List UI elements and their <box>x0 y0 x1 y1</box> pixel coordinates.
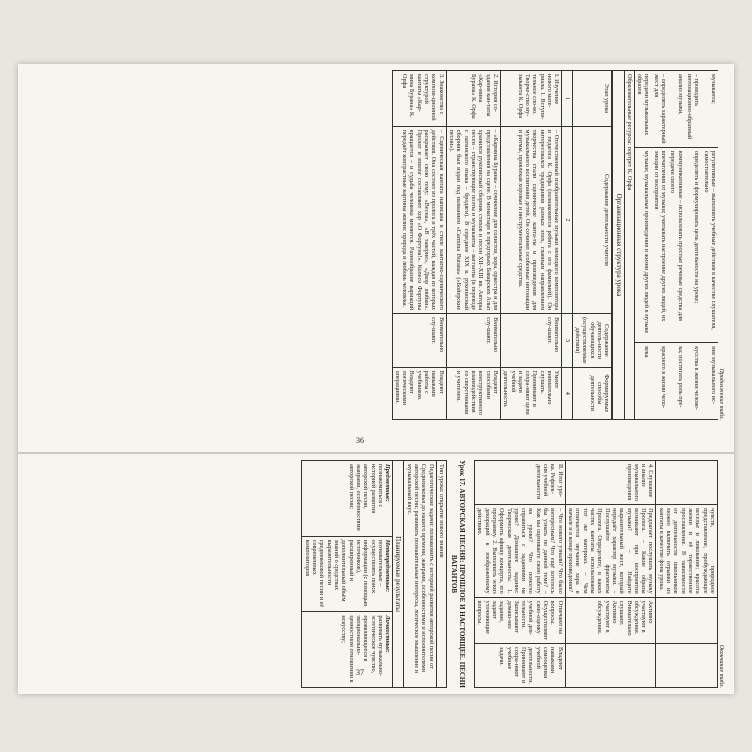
skills-cell <box>656 644 718 688</box>
book-spread <box>18 64 734 694</box>
teacher-cell: – «Кармина Бурана» – сочинение для солистов, хора, оркестра и для представления на сцене. В монастыре в предгорьях Баварских Альп хранился рукописный сборник стихов и песен XII–XIII вв. Авторы песен – странствующие поэты и музыканты – вагганты (в переводе с латинского языка – бродяги). В середине XIX в. рукописный сборник был издан под названием «Carmina Burana» («Бойерские песни»). <box>446 126 500 313</box>
header-teacher: Содержание деятельности учителя <box>572 126 612 313</box>
table-row <box>656 461 718 688</box>
page-number-bottom: 37 <box>356 668 364 677</box>
objective-middle-cell: музыки; музыкальные произведения и жизни других людей в музыке <box>635 147 652 342</box>
stage-cell: 2. История со-здания кан-таты «Кар-мина Бурана» К. Орфа <box>446 71 500 127</box>
table-row <box>446 71 500 420</box>
result-cell <box>302 536 393 612</box>
student-cell: Внимательно слу-шают. <box>446 314 500 368</box>
skills-cell: Умеют внимательно слушать. Принимают и сохра-няют цели и задачи учебной деятельности. <box>500 367 562 419</box>
teacher-cell: – Отечественный изобразительные музыки немецкого композитора и педагога К. Орфа (познакомятся ребята с его фамилией). Он интересовался традициями разных эпох, главным направлением творчества стали сценические канта-ты и произведения для музыкального воспитания детей. Он сочинял особенные интонации и ритмы, привлекая хоровые и инструментальные средства. <box>500 126 562 313</box>
table-row <box>652 71 669 420</box>
header-num: 3 <box>562 314 572 368</box>
result-title: Метапредметные: <box>384 539 392 593</box>
objective-left-cell: – проводить интонационно-образный <box>685 71 702 148</box>
resources-line: Образовательные ресурсы: портрет К. Орфа <box>624 71 634 420</box>
structure-title: Организационная структура урока <box>613 71 624 420</box>
teacher-cell: – Что нового узнали? Что было интересным? Что ещё хотелось бы узнать по данной теме? – Как вы оцениваете свою работу на уроке? Что помогло справиться с заданиями на уроке? Домашнее задание: Творческая деятельность: 1. Оформить афишу концерта, его программу. 2. Выполнить эскиз декораций к изображенному действию. <box>475 505 566 598</box>
table-row <box>475 461 566 688</box>
table-row <box>701 71 718 420</box>
stage-cell <box>656 461 718 505</box>
objective-right-cell: красного в жизни чело- <box>652 343 669 420</box>
objective-right-cell: века <box>635 343 652 420</box>
header-skills: Формируемые способы деятельности <box>572 367 612 419</box>
teacher-cell: чувств, природное представление, пробуждающее веселье и ликование; красота жизни и её торжественное прославление. В зависимости от деятельности школьников можно включить отрывки из кантаты в качестве фона урока. <box>656 505 718 598</box>
teacher-cell: – Сценическая кантата написана в стиле кантатно-сценического действия. Она состоит из пролога и трёх частей, каждая из которых раскрывает свою тему: «Весна», «В таверне», «Двор любви». Пролог и эпилог составляют хор «О Фортуна!». Колесо Фортуны вращается – и судьба человека меняется. Разнообразие вариаций передаёт контрастные картины жизни: природа и любовь человека. <box>392 126 446 313</box>
page-fold <box>18 452 734 454</box>
objective-middle-cell: регулятивные – выполнять учебные действия в качестве слушателя, самостоятельно <box>701 147 718 342</box>
student-cell: Активно участвуют в обсуждении. Внимательно слушают. Активно участвуют в обсуждении. <box>565 597 656 643</box>
objective-middle-cell: впечатления от музыки; учитывать настроение других людей, их эмоции от восприятия <box>652 147 669 342</box>
lesson-objectives: Педагогические задачи: познакомить с историей развития авторской песни от Средневековья до нашего времени, жанрами, особенностями и исполнителями авторской песни; развивать познавательные интересы, логическое мышление и музыкальный вкус. <box>404 461 436 688</box>
result-cell <box>302 612 393 688</box>
objective-right-cell: ние музыкального ис- <box>701 343 718 420</box>
result-title: Предметные: <box>384 464 392 502</box>
skills-cell: Владеют навыками самооценки учебной деятельности. Принимают и сохра-няют учебные задачи. <box>475 644 566 688</box>
student-cell: Внимательно слу-шают. <box>500 314 562 368</box>
result-title: Личностные: <box>384 615 392 653</box>
student-cell <box>656 597 718 643</box>
stage-cell: I. Изучение нового мате-риала. 1. Вступи-тельное сло-во. Творче-ство му-зыканта К. Орфа <box>500 71 562 127</box>
objective-right-cell: ка; постигать роль пре- <box>668 343 685 420</box>
stage-cell: 3. Знакомство с компози-ционной структурой кантаты «Кар-мина Бурана» К. Орфа <box>392 71 446 127</box>
results-row <box>302 461 393 688</box>
objective-left-cell: музыканта; <box>701 71 718 148</box>
lesson-info-table <box>301 460 447 688</box>
objective-left-cell: передачи музыкальных образов <box>635 71 652 148</box>
skills-cell: Владеют способами конструктивного взаимодействия со сверстниками и учителем. <box>446 367 500 419</box>
table-row <box>685 71 702 420</box>
lesson-structure-table-end <box>474 460 718 688</box>
page-bottom-content <box>301 460 724 688</box>
skills-cell: Владеют навыками работы с учебником. Владеют логическими операциями. <box>392 367 446 419</box>
result-text: познавательные – осуществлять поиск информации (с помощью источников), расширенный и дополнительный объём знаний о средствах выразительности средневековой песни и её современных композиторов <box>303 539 384 608</box>
table-row <box>635 71 652 420</box>
stage-cell: II. Итог уро-ка. Рефлек-сия учебной деятельности <box>475 461 566 505</box>
continuation-note: Продолжение табл. <box>718 368 724 420</box>
header-num: 1 <box>562 71 572 127</box>
table-row <box>500 71 562 420</box>
top-objectives-table <box>635 70 718 420</box>
result-text: развивать музыкально-эстетическое чувство, проявляющееся в эмоционально-ценностном отношении к искусству; <box>340 615 384 683</box>
table-row <box>392 71 446 420</box>
table-row <box>565 461 656 688</box>
student-cell: Отвечают на вопросы. Осуществляют само-оценку учебной дея-тельности. Записывают домаш-нее задание, задают уточняющие вопросы. <box>475 597 566 643</box>
header-num: 2 <box>562 126 572 313</box>
continuation-note: Окончание табл. <box>718 644 724 688</box>
page-top-content <box>392 70 724 420</box>
lesson-title: Урок 17. АВТОРСКАЯ ПЕСНЯ: ПРОШЛОЕ И НАСТОЯЩЕЕ. ПЕСНИ ВАГАНТОВ <box>450 460 466 688</box>
header-student: Содержание деятель-ности обучающихся (осуществляемые действия) <box>572 314 612 368</box>
table-row <box>668 71 685 420</box>
objective-middle-cell: определять и формулировать цель деятельности на уроке; <box>685 147 702 342</box>
skills-cell <box>565 644 656 688</box>
header-stage: Этап урока <box>572 71 612 127</box>
stage-cell: 4. Слушание и анализ музыкального произведения <box>565 461 656 505</box>
teacher-cell: Предлагает послушать музыку Пролога. – Какие образы возникают при восприятии музыки? – Найдите выразительный жест, который передаёт характер музыки. – Послушайте фрагменты Пролога. Определите, в каких частях кантаты использованы тот же материал. – Чем отличается звучание хора в начале и в конце произведения? <box>565 505 656 598</box>
header-num: 4 <box>562 367 572 419</box>
result-text: познакомиться с историей развития авторской песни, жанрами, особенностями авторской песни; <box>347 464 384 531</box>
student-cell: Внимательно слу-шают. <box>392 314 446 368</box>
results-header: Планируемые результаты <box>393 461 404 688</box>
objective-left-cell: – определять характерный жест для <box>652 71 669 148</box>
objective-middle-cell: коммуникативные – использовать простые речевые средства для передачи своего <box>668 147 685 342</box>
resources-table <box>612 70 635 420</box>
page-number-top: 36 <box>356 436 364 445</box>
objective-right-cell: кусства в жизни челове- <box>685 343 702 420</box>
lesson-structure-table <box>392 70 613 420</box>
objective-left-cell: анализ музыки, <box>668 71 685 148</box>
lesson-type: Тип урока: открытие нового знания <box>436 461 446 688</box>
result-cell <box>302 461 393 537</box>
